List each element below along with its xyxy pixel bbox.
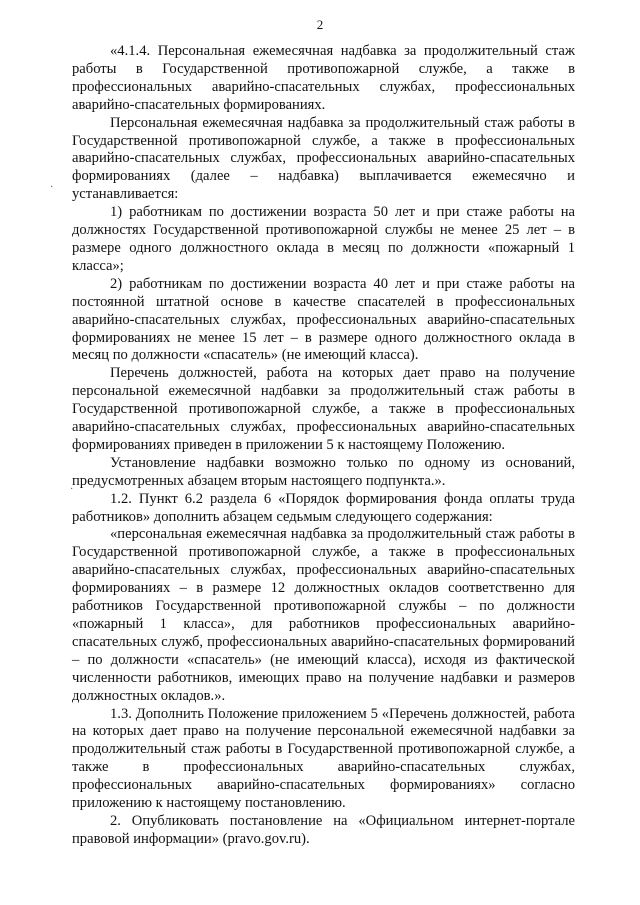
paragraph-allowance-description: Персональная ежемесячная надбавка за продолжительный стаж работы в Государственной противопожарной службе, а также в профессиональных аварийно-спасательных службах, профессиональных аварийно-спасательных формированиях (далее – надбавка) выплачивается ежемесячно и устанавливается:: [72, 114, 575, 203]
paragraph-1-3: 1.3. Дополнить Положение приложением 5 «Перечень должностей, работа на которых дает право на получение персональной ежемесячной надбавки за продолжительный стаж работы в Государственной противопожарной службе, а также в профессиональных аварийно-спасательных службах, профессиональных аварийно-спасательных формированиях» согласно приложению к настоящему постановлению.: [72, 705, 575, 812]
paragraph-positions-list: Перечень должностей, работа на которых дает право на получение персональной ежемесячной надбавки за продолжительный стаж работы в Государственной противопожарной службе, а также в профессиональных аварийно-спасательных службах, профессиональных аварийно-спасательных формированиях приведен в приложении 5 к настоящему Положению.: [72, 365, 575, 453]
paragraph-condition-1: 1) работникам по достижении возраста 50 лет и при стаже работы на должностях Государственной противопожарной службы не менее 25 лет – в размере одного должностного оклада в месяц по должности «пожарный 1 класса»;: [72, 204, 575, 274]
margin-dot: ·: [70, 484, 74, 495]
paragraph-condition-2: 2) работникам по достижении возраста 40 лет и при стаже работы на постоянной штатной основе в качестве спасателей в профессиональных аварийно-спасательных службах, профессиональных аварийно-спасательных формированиях не менее 15 лет – в размере одного должностного оклада в месяц по должности «спасатель» (не имеющий класса).: [72, 275, 575, 364]
paragraph-4-1-4-heading: «4.1.4. Персональная ежемесячная надбавка за продолжительный стаж работы в Государственной противопожарной службе, а также в профессиональных аварийно-спасательных службах, профессиональных аварийно-спасательных формированиях.: [72, 43, 575, 113]
paragraph-2-publish: 2. Опубликовать постановление на «Официальном интернет-портале правовой информации» (pravo.gov.ru).: [72, 812, 575, 847]
page-number: 2: [316, 17, 324, 32]
paragraph-1-2-quote: «персональная ежемесячная надбавка за продолжительный стаж работы в Государственной противопожарной службе, а также в профессиональных аварийно-спасательных службах, профессиональных аварийно-спасательных формированиях – в размере 12 должностных окладов соответственно для работников Государственной противопожарной службы – по должности «пожарный 1 класса», для работников профессиональных аварийно-спасательных служб, профессиональных аварийно-спасательных формирований – по должности «спасатель» (не имеющий класса), исходя из фактической численности работников, имеющих право на получение надбавки и размеров должностных окладов.».: [72, 526, 575, 704]
paragraph-1-2: 1.2. Пункт 6.2 раздела 6 «Порядок формирования фонда оплаты труда работников» дополнить абзацем седьмым следующего содержания:: [72, 490, 575, 525]
paragraph-single-basis: Установление надбавки возможно только по одному из оснований, предусмотренных абзацем вторым настоящего подпункта.».: [72, 454, 575, 489]
document-body: [72, 43, 575, 849]
margin-dot: ·: [50, 182, 54, 193]
